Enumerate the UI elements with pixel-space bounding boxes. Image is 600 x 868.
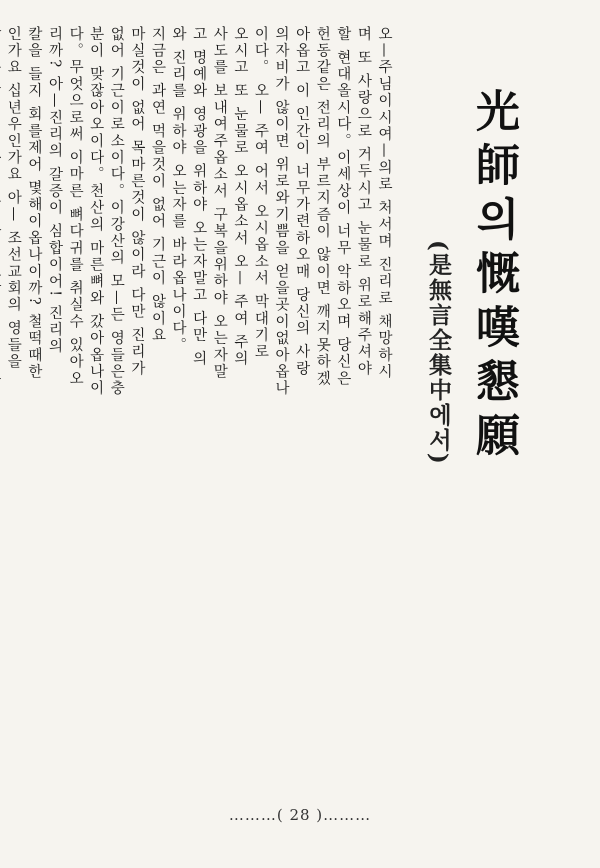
text-column: 오—주님이시여—의로 처서며 진리로 채망하시 [376, 26, 392, 381]
text-column [0, 26, 3, 796]
text-column: 인가요 십년우인가요 아— 조선교회의 영들을 [5, 26, 22, 371]
text-column: 할 현대올시다。이세상이 너무 악하오며 당신은 [334, 26, 351, 388]
text-column: 와 진리를 위하야 오는자를 바라옵나이다。 [170, 26, 187, 354]
text-column: 헌동같은 전리의 부르지즘이 않이면 깨지못하겠 [314, 26, 331, 388]
text-column: 의자비가 않이면 위로와기쁨을 얻을곳이없아옵나 [273, 26, 290, 398]
text-column: 없어 기근이로소이다。이강산의 모—든 영들은충 [108, 26, 125, 398]
text-column: 고 명예와 영광을 위하야 오는자말고 다만 의 [190, 26, 207, 368]
text-column: 분이 맞잖아오이다。천산의 마른뼈와 갔아옵나이 [87, 26, 104, 398]
text-column: 마실것이 없어 목마른것이 않이라 다만 진리가 [128, 26, 145, 378]
text-column: 다。무엇으로써 이마른 뼈다귀를 취실수 있아오 [67, 26, 84, 388]
text-column: 리까? 아—진리의 갈증이 심합이어! 진리의 [46, 26, 63, 356]
page-subtitle: (是無言全集中에서) [425, 240, 452, 466]
text-column: 이다。 오— 주여 어서 오시옵소서 막대기로 [252, 26, 269, 361]
body-text [5, 26, 394, 796]
page-title: 光師의慨嘆懇願 [468, 88, 519, 466]
text-column: 며 또 사랑으로 거두시고 눈물로 위로해주셔야 [355, 26, 372, 378]
text-column: 사도를 보내여주옵소서 구복을위하야 오는자말 [211, 26, 228, 381]
text-column: 칼을 들지 회를제어 몇해이옵나이까? 철떡때한 [25, 26, 42, 381]
page-number: ………( 28 )……… [228, 806, 372, 824]
text-column: 아옵고 이 인간이 너무가련하오매 당신의 사랑 [293, 26, 310, 378]
text-column: 오시고 또 눈물로 오시옵소서 오— 주여 주의 [231, 26, 248, 368]
text-column: 지금은 과연 먹을것이 없어 기근이 않이요 [149, 26, 166, 344]
